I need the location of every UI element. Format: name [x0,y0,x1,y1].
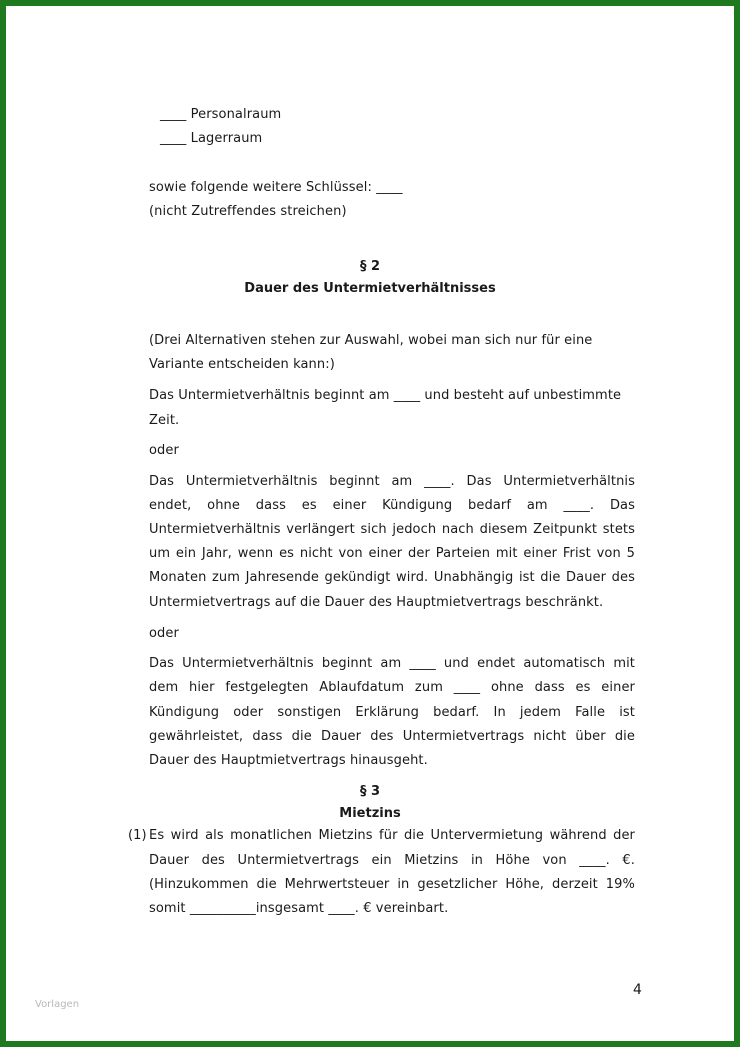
section-3-number: § 3 [359,784,381,799]
alt3-line: gewährleistet, dass die Dauer des Untermietvertrags nicht über die [149,729,635,744]
alt2-line: Untermietverhältnis verlängert sich jedoch nach diesem Zeitpunkt stets [149,522,635,537]
alt2-line: Das Untermietverhältnis beginnt am ____. Das Untermietverhältnis [149,474,635,489]
watermark: Vorlagen [35,999,80,1010]
rent-line: Dauer des Untermietvertrags ein Mietzins in Höhe von ____. €. [149,853,635,868]
section-2-intro-line: (Drei Alternativen stehen zur Auswahl, wobei man sich nur für eine [149,333,593,348]
rent-line: Es wird als monatlichen Mietzins für die Untervermietung während der [149,828,635,843]
alt2-line: um ein Jahr, wenn es nicht von einer der Parteien mit einer Frist von 5 [149,546,635,561]
rent-line: (Hinzukommen die Mehrwertsteuer in gesetzlicher Höhe, derzeit 19% [149,877,635,892]
keys-note: (nicht Zutreffendes streichen) [149,204,347,219]
section-2-title: Dauer des Untermietverhältnisses [244,281,496,296]
option-lagerraum: ____ Lagerraum [160,131,263,146]
section-2-intro-line: Variante entscheiden kann:) [149,357,335,372]
alt3-line: dem hier festgelegten Ablaufdatum zum ____ ohne dass es einer [149,680,635,695]
section-2-number: § 2 [359,259,381,274]
alt3-line: Dauer des Hauptmietvertrags hinausgeht. [149,753,428,768]
alt2-line: Monaten zum Jahresende gekündigt wird. Unabhängig ist die Dauer des [149,570,635,585]
alt2-line: endet, ohne dass es einer Kündigung bedarf am ____. Das [149,498,635,513]
option-personalraum: ____ Personalraum [160,107,282,122]
alt1-line: Zeit. [149,413,180,428]
keys-line: sowie folgende weitere Schlüssel: ____ [149,180,403,195]
alt2-line: Untermietvertrags auf die Dauer des Hauptmietvertrags beschränkt. [149,595,604,610]
section-3-title: Mietzins [339,806,401,821]
or-separator: oder [149,626,179,641]
or-separator: oder [149,443,179,458]
alt3-line: Kündigung oder sonstigen Erklärung bedarf. In jedem Falle ist [149,705,635,720]
alt3-line: Das Untermietverhältnis beginnt am ____ und endet automatisch mit [149,656,635,671]
page-number: 4 [633,982,642,998]
alt1-line: Das Untermietverhältnis beginnt am ____ und besteht auf unbestimmte [149,388,622,403]
rent-line: somit __________insgesamt ____. € vereinbart. [149,901,449,916]
item-number: (1) [128,828,147,843]
